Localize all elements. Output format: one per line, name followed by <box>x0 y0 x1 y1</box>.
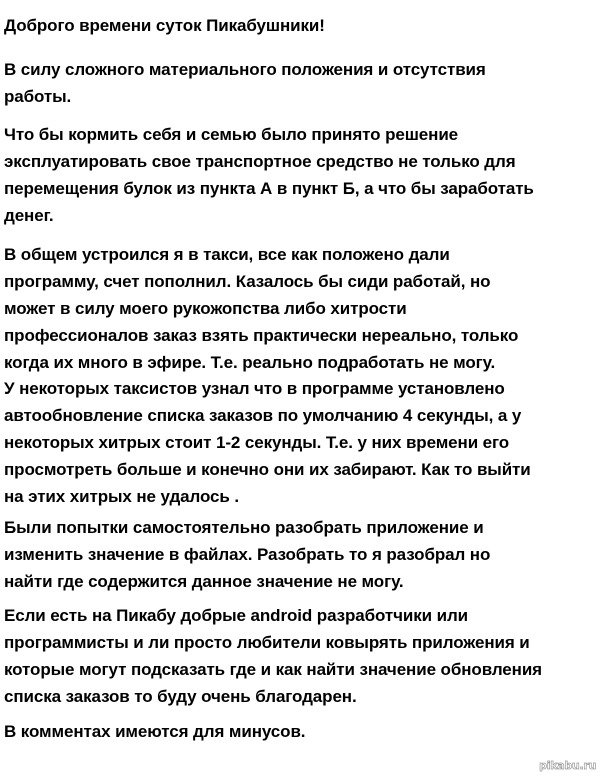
paragraph-closing <box>4 718 305 745</box>
text-line: просмотреть больше и конечно они их забирают. Как то выйти <box>4 460 531 479</box>
text-line: денег. <box>4 206 54 225</box>
paragraph-request <box>4 602 542 710</box>
text-line: У некоторых таксистов узнал что в программе установлено <box>4 379 505 398</box>
text-line: профессионалов заказ взять практически нереально, только <box>4 326 519 345</box>
text-line: Были попытки самостоятельно разобрать приложение и <box>4 518 484 537</box>
text-line: программу, счет пополнил. Казалось бы сиди работай, но <box>4 272 491 291</box>
text-line: которые могут подсказать где и как найти значение обновления <box>4 660 542 679</box>
text-line: В общем устроился я в такси, все как положено дали <box>4 245 450 264</box>
text-line: Что бы кормить себя и семью было принято решение <box>4 125 459 144</box>
text-line: эксплуатировать свое транспортное средство не только для <box>4 152 516 171</box>
text-line: некоторых хитрых стоит 1-2 секунды. Т.е. у них времени его <box>4 433 510 452</box>
pikabu-watermark: pikabu.ru <box>539 759 596 772</box>
text-line: программисты и ли просто любители ковырять приложения и <box>4 633 530 652</box>
text-line: автообновление списка заказов по умолчанию 4 секунды, а у <box>4 406 522 425</box>
text-line: найти где содержится данное значение не могу. <box>4 572 404 591</box>
text-line: списка заказов то буду очень благодарен. <box>4 687 357 706</box>
paragraph-autoupdate <box>4 375 531 510</box>
paragraph-attempts <box>4 514 490 595</box>
text-line: работы. <box>4 87 72 106</box>
paragraph-taxi <box>4 241 518 376</box>
text-line: на этих хитрых не удалось . <box>4 487 239 506</box>
text-line: В комментах имеются для минусов. <box>4 722 306 741</box>
greeting: Доброго времени суток Пикабушники! <box>4 16 325 35</box>
text-line: перемещения булок из пункта А в пункт Б, а что бы заработать <box>4 179 534 198</box>
paragraph-situation <box>4 56 486 110</box>
text-line: может в силу моего рукожопства либо хитрости <box>4 299 407 318</box>
text-line: Если есть на Пикабу добрые android разработчики или <box>4 606 469 625</box>
text-line: когда их много в эфире. Т.е. реально подработать не могу. <box>4 353 496 372</box>
text-line: В силу сложного материального положения и отсутствия <box>4 60 486 79</box>
text-line: изменить значение в файлах. Разобрать то я разобрал но <box>4 545 491 564</box>
paragraph-decision <box>4 121 534 229</box>
